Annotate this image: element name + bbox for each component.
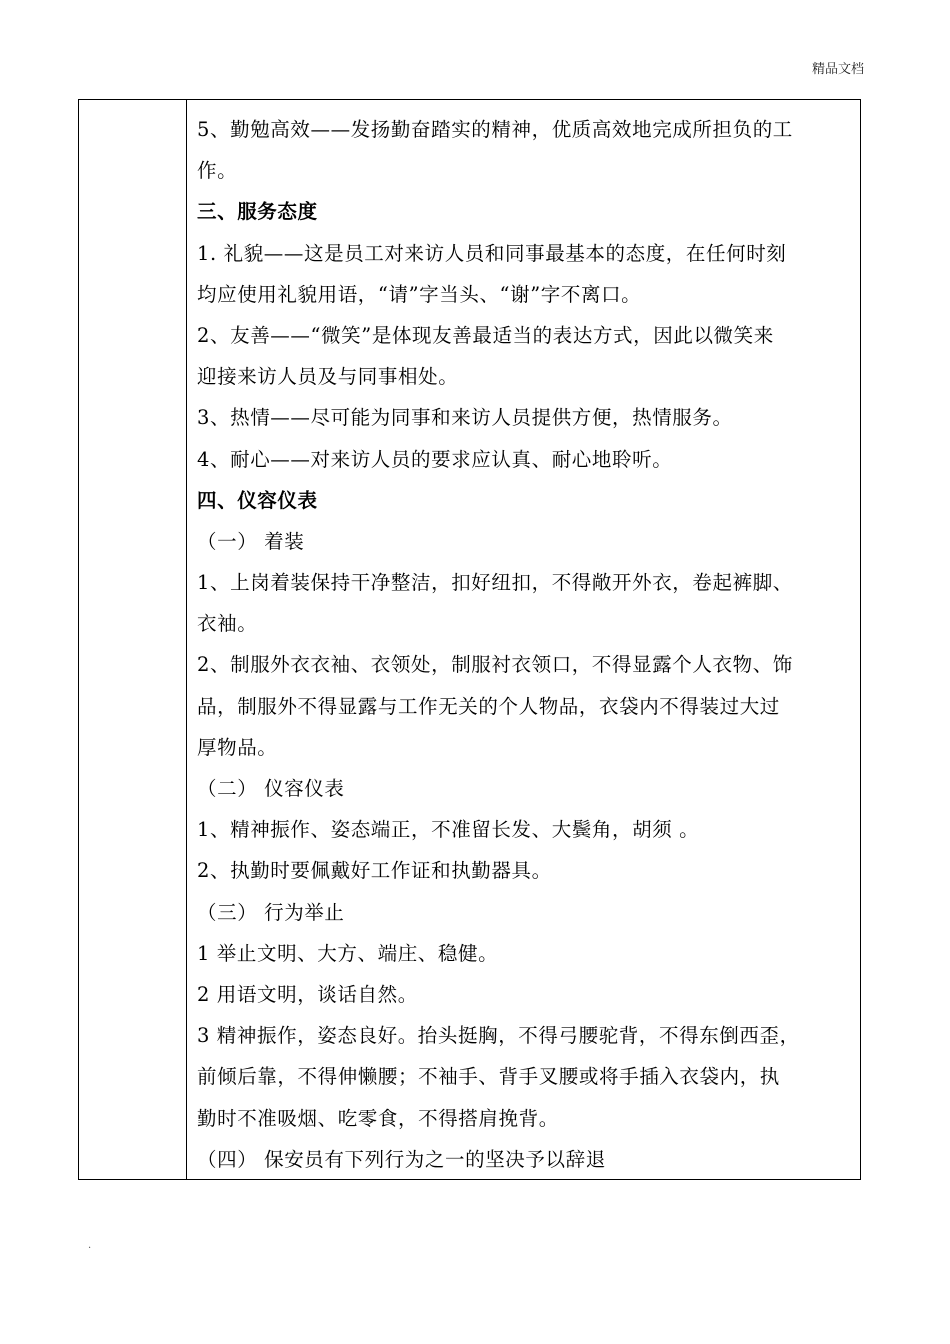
text-line: 2、制服外衣衣袖、衣领处，制服衬衣领口，不得显露个人衣物、饰 xyxy=(197,653,793,677)
content-table xyxy=(78,99,861,1180)
text-line: 品，制服外不得显露与工作无关的个人物品，衣袋内不得装过大过 xyxy=(197,694,780,718)
text-line: 厚物品。 xyxy=(197,735,278,759)
text-line: 2、友善——“微笑”是体现友善最适当的表达方式，因此以微笑来 xyxy=(197,323,774,347)
table-left-column xyxy=(79,100,187,1179)
text-line: 3 精神振作，姿态良好。抬头挺胸，不得弓腰驼背，不得东倒西歪， xyxy=(197,1024,800,1048)
text-line: （二） 仪容仪表 xyxy=(197,777,345,800)
text-line: 均应使用礼貌用语，“请”字当头、“谢”字不离口。 xyxy=(197,282,642,306)
footer-dot: . xyxy=(88,1240,92,1251)
text-line: 2、执勤时要佩戴好工作证和执勤器具。 xyxy=(197,859,552,883)
text-line: 5、勤勉高效——发扬勤奋踏实的精神，优质高效地完成所担负的工 xyxy=(197,118,793,141)
text-line: 4、耐心——对来访人员的要求应认真、耐心地聆听。 xyxy=(197,447,673,471)
section-heading: 三、服务态度 xyxy=(197,200,318,224)
section-heading: 四、仪容仪表 xyxy=(197,488,318,512)
text-line: 1. 礼貌——这是员工对来访人员和同事最基本的态度，在任何时刻 xyxy=(197,241,787,265)
text-line: （一） 着装 xyxy=(197,529,305,553)
text-line: 1 举止文明、大方、端庄、稳健。 xyxy=(197,941,499,965)
text-line: 1、上岗着装保持干净整洁，扣好纽扣，不得敞开外衣，卷起裤脚、 xyxy=(197,571,793,595)
text-line: （三） 行为举止 xyxy=(197,900,345,924)
table-content-column xyxy=(187,100,860,1179)
text-line: 作。 xyxy=(197,159,238,183)
text-line: 3、热情——尽可能为同事和来访人员提供方便，热情服务。 xyxy=(197,406,733,430)
text-line: 衣袖。 xyxy=(197,612,258,636)
text-line: 迎接来访人员及与同事相处。 xyxy=(197,365,459,389)
text-line: 勤时不准吸烟、吃零食，不得搭肩挽背。 xyxy=(197,1106,559,1130)
text-line: （四） 保安员有下列行为之一的坚决予以辞退 xyxy=(197,1147,606,1171)
header-watermark-text: 精品文档 xyxy=(811,62,864,77)
text-line: 1、精神振作、姿态端正，不准留长发、大鬓角，胡须 。 xyxy=(197,818,700,842)
text-line: 2 用语文明，谈话自然。 xyxy=(197,982,418,1006)
text-line: 前倾后靠，不得伸懒腰；不袖手、背手叉腰或将手插入衣袋内，执 xyxy=(197,1065,780,1089)
